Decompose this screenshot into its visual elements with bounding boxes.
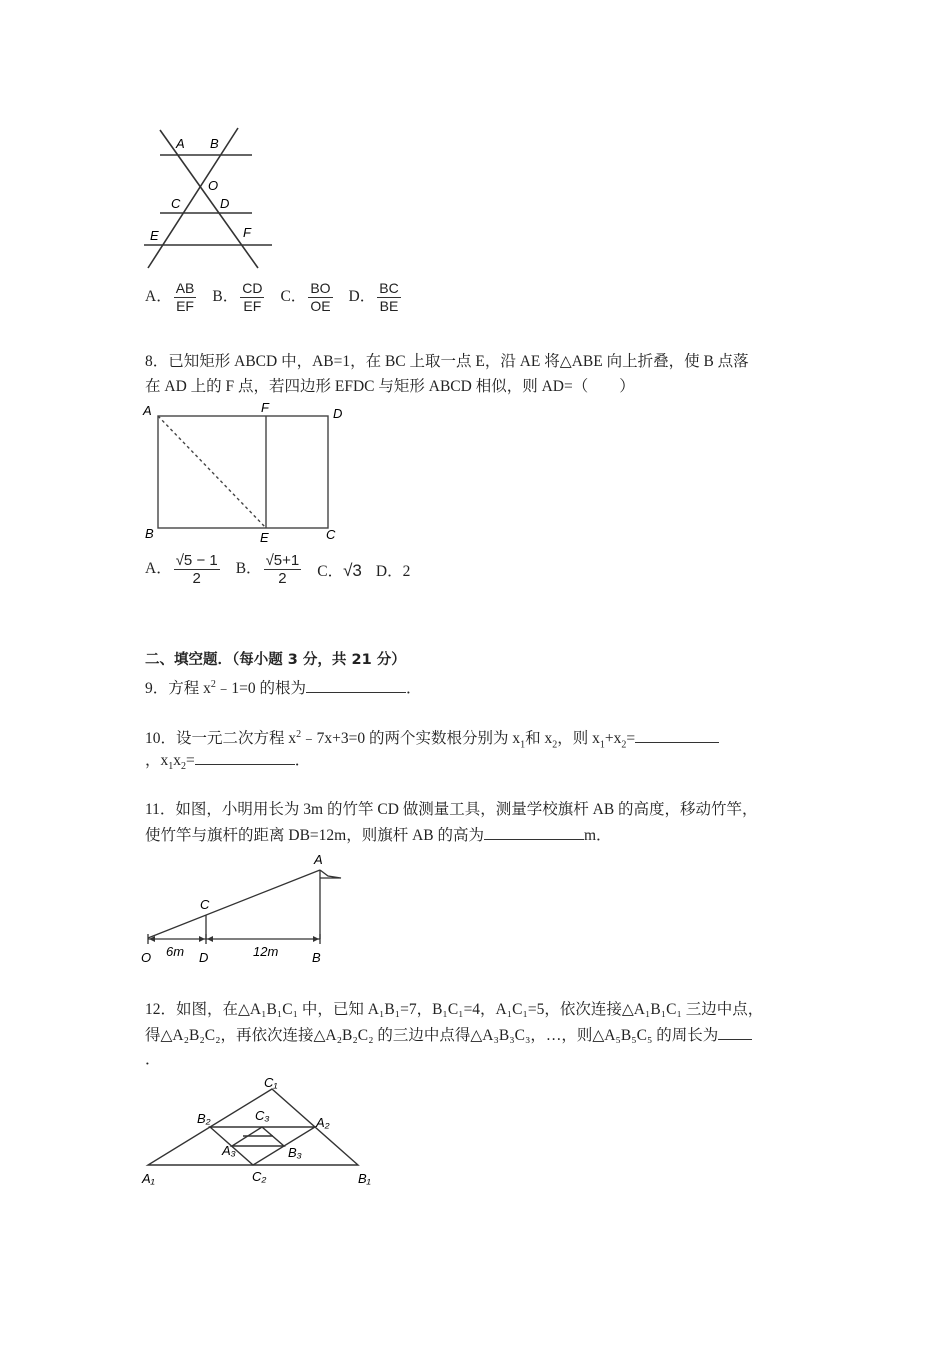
q8-line1: 8．已知矩形 ABCD 中，AB=1，在 BC 上取一点 E，沿 AE 将△ABE 向上折叠，使 B 点落: [145, 353, 749, 370]
q8-label-e: E: [260, 530, 269, 545]
q7-label-b: B: [210, 136, 219, 151]
q7-options: [145, 280, 413, 315]
section2-title: 二、填空题．（每小题 3 分，共 21 分）: [145, 652, 406, 668]
q8-opt-a-den: 2: [192, 570, 201, 587]
q7-label-c: C: [171, 196, 181, 211]
q12-label-a2: A₂: [316, 1115, 330, 1130]
q12-figure: [138, 1075, 378, 1190]
q12-label-c2: C₂: [252, 1169, 267, 1184]
q12-line1: 12．如图，在△A₁B₁C₁ 中，已知 A₁B₁=7，B₁C₁=4，A₁C₁=5，依次连接△A₁B₁C₁ 三边中点，: [145, 1001, 764, 1018]
q8-label-a: A: [143, 403, 152, 418]
q8-figure: [140, 398, 350, 546]
q8-label-c: C: [326, 527, 336, 542]
q12-line3: ．: [145, 1051, 161, 1068]
q7-opt-c-den: OE: [310, 298, 331, 314]
q7-figure: [140, 125, 280, 273]
q8-opt-c-val: √3: [343, 560, 362, 580]
q10-product-blank[interactable]: [195, 750, 295, 765]
q12-label-a1: A₁: [142, 1171, 155, 1186]
q7-opt-d-num: BC: [379, 280, 399, 296]
q11-label-od: 6m: [166, 944, 185, 959]
q7-opt-a-num: AB: [175, 280, 195, 296]
q7-option-d[interactable]: D． $\frac{BC}{BE}$: [348, 280, 399, 314]
q9-line: 9．方程 $x^2﹣1=0$ 的根为 ．: [145, 679, 422, 698]
q7-opt-a-den: EF: [176, 298, 194, 314]
q7-opt-b-num: CD: [242, 280, 263, 296]
q12-label-b3: B₃: [288, 1145, 302, 1160]
q11-line1: 11．如图，小明用长为 3m 的竹竿 CD 做测量工具，测量学校旗杆 AB 的高度，移动竹竿，: [145, 801, 758, 818]
q11-label-d: D: [199, 950, 209, 965]
q12-answer-blank[interactable]: [718, 1025, 752, 1040]
q7-label-e: E: [150, 228, 159, 243]
q8-opt-b-den: 2: [278, 570, 287, 587]
q8-option-a[interactable]: A． $\frac{√5 - 1}{2}$: [145, 552, 218, 587]
q8-label-b: B: [145, 526, 154, 541]
q7-opt-d-den: BE: [379, 298, 399, 314]
q8-opt-b-num: √5+1: [265, 552, 300, 569]
q7-label-a: A: [176, 136, 185, 151]
q8-opt-a-num: √5 − 1: [175, 552, 218, 569]
q7-label-d: D: [220, 196, 230, 211]
q7-option-a[interactable]: A． $\frac{AB}{EF}$: [145, 280, 195, 314]
q8-opt-d-val: 2: [402, 562, 411, 580]
q8-label-f: F: [261, 400, 269, 415]
q12-label-c3: C₃: [255, 1108, 270, 1123]
q7-option-c[interactable]: C． $\frac{BO}{OE}$: [280, 280, 331, 314]
q10-line1: 10．设一元二次方程 $x^2﹣7x+3=0$ 的两个实数根分别为 $x_1$和 $x_2$，则 $x_1+x_2=$: [145, 725, 719, 755]
q11-label-a: A: [314, 852, 323, 867]
q11-line2: 使竹竿与旗杆的距离 DB=12m，则旗杆 AB 的高为 m．: [145, 827, 612, 844]
q7-label-o: O: [208, 178, 219, 193]
q12-label-a3: A₃: [222, 1143, 236, 1158]
q8-label-d: D: [333, 406, 343, 421]
q7-option-b[interactable]: B． $\frac{CD}{EF}$: [212, 280, 263, 314]
q8-option-c[interactable]: C．√3: [317, 560, 362, 580]
q9-answer-blank[interactable]: [306, 678, 406, 693]
q10-sum-blank[interactable]: [635, 728, 719, 743]
q10-line2: ，$x_1x_2=$ ．: [145, 752, 311, 773]
q12-label-b2: B₂: [197, 1111, 211, 1126]
q7-opt-c-num: BO: [310, 280, 331, 296]
q11-figure: [138, 848, 353, 970]
q12-line2: 得△A₂B₂C₂，再依次连接△A₂B₂C₂ 的三边中点得△A₃B₃C₃，…，则△A₅B₅C₅ 的周长为: [145, 1025, 752, 1046]
q11-label-c: C: [200, 897, 210, 912]
q12-label-b1: B₁: [358, 1171, 371, 1186]
q8-options: [145, 552, 420, 587]
q7-label-f: F: [243, 225, 251, 240]
q11-label-db: 12m: [253, 944, 279, 959]
q12-label-c1: C₁: [264, 1075, 278, 1090]
q8-option-b[interactable]: B． $\frac{√5+1}{2}$: [235, 552, 300, 587]
q11-answer-blank[interactable]: [484, 825, 584, 840]
q8-option-d[interactable]: D．2: [375, 562, 411, 580]
q7-opt-b-den: EF: [243, 298, 262, 314]
q11-label-b: B: [312, 950, 321, 965]
q8-line2: 在 AD 上的 F 点，若四边形 EFDC 与矩形 ABCD 相似，则 AD=（ ）: [145, 378, 635, 395]
q11-label-o: O: [141, 950, 152, 965]
